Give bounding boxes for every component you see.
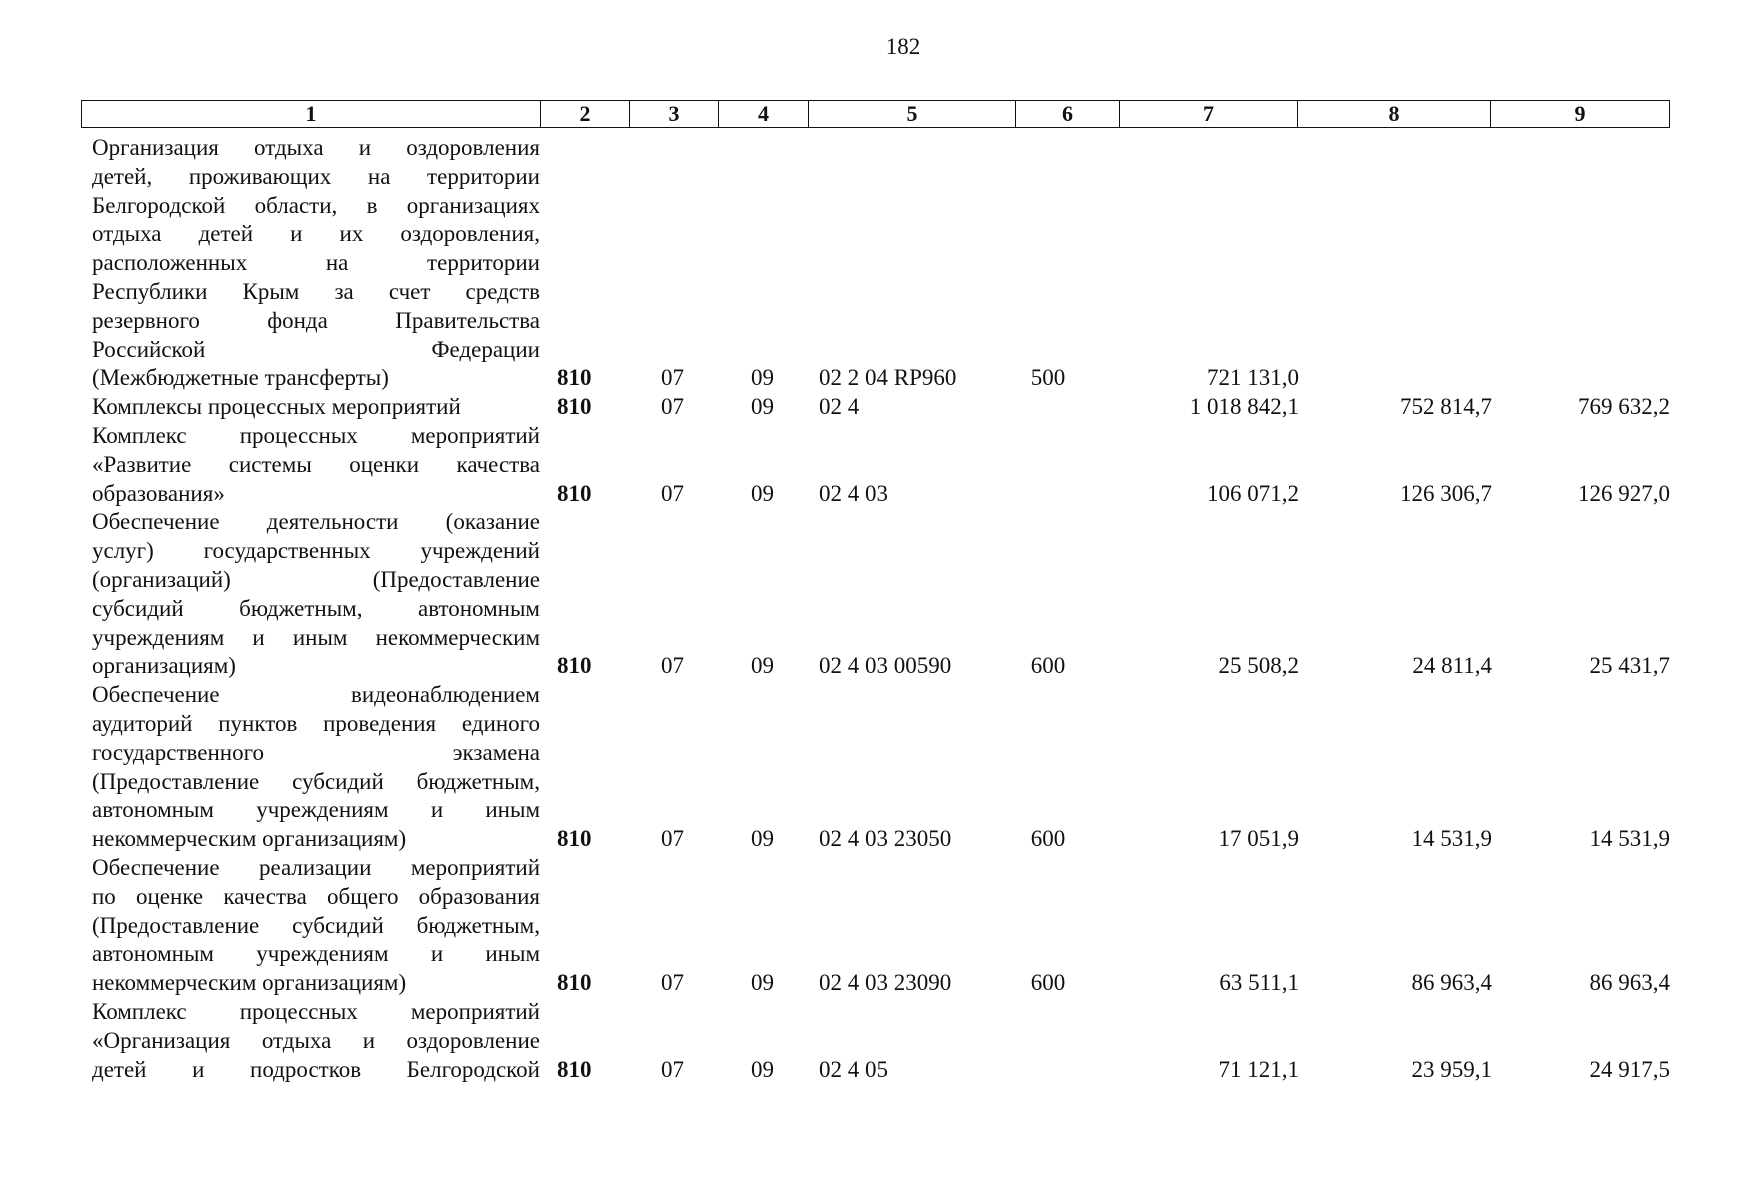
col-4-value: 09 (751, 480, 774, 506)
description-line: детей, проживающих на территории (92, 163, 540, 189)
col-4-value: 09 (751, 653, 774, 679)
col-6-text: 600 (1030, 826, 1066, 852)
col-7-value: 721 131,0 (1207, 365, 1299, 391)
table-row (81, 854, 1670, 998)
description-line: (Межбюджетные трансферты) (92, 365, 389, 391)
header-col-4: 4 (719, 101, 809, 127)
header-col-5: 5 (809, 101, 1016, 127)
description-line: Белгородской области, в организациях (92, 192, 540, 218)
col-2-value: 810 (557, 970, 592, 996)
description-line: некоммерческим организациям) (92, 826, 407, 852)
description-line: Комплекс процессных мероприятий (92, 998, 540, 1024)
description-line: аудиторий пунктов проведения единого (92, 710, 540, 736)
col-7-value: 25 508,2 (1218, 653, 1299, 679)
description-line: (Предоставление субсидий бюджетным, (92, 912, 540, 938)
description-line: Организация отдыха и оздоровления (92, 135, 540, 160)
col-7-value: 1 018 842,1 (1189, 394, 1299, 420)
col-4-value: 09 (751, 970, 774, 996)
header-col-3: 3 (630, 101, 719, 127)
description-line: Обеспечение видеонаблюдением (92, 682, 540, 708)
header-col-6: 6 (1016, 101, 1120, 127)
header-col-1: 1 (82, 101, 541, 127)
col-7-value: 71 121,1 (1218, 1056, 1299, 1082)
col-4-value: 09 (751, 394, 774, 420)
col-8-value: 14 531,9 (1411, 826, 1492, 852)
col-5-value: 02 4 05 (819, 1056, 888, 1082)
header-col-9: 9 (1574, 101, 1586, 126)
col-7-value: 63 511,1 (1219, 970, 1299, 996)
col-7-value: 17 051,9 (1218, 826, 1299, 852)
description-line: Комплекс процессных мероприятий (92, 422, 540, 448)
row-values (81, 393, 1670, 422)
col-8-value: 23 959,1 (1411, 1056, 1492, 1082)
col-3-value: 07 (661, 1056, 684, 1082)
description-line: «Развитие системы оценки качества (92, 451, 540, 477)
header-col-8: 8 (1298, 101, 1491, 127)
row-values (81, 1056, 1670, 1085)
table-body (81, 134, 1670, 1084)
col-2-value: 810 (557, 653, 592, 679)
description-line: субсидий бюджетным, автономным (92, 595, 540, 621)
description-line: учреждениям и иным некоммерческим (92, 624, 540, 650)
col-4-value: 09 (751, 1056, 774, 1082)
description-line: Комплексы процессных мероприятий (92, 394, 461, 420)
description-line: некоммерческим организациям) (92, 970, 407, 996)
col-5-value: 02 4 03 00590 (819, 653, 952, 679)
description-line: Обеспечение деятельности (оказание (92, 509, 540, 535)
col-5-value: 02 4 03 (819, 480, 888, 506)
col-2-value: 810 (557, 1056, 592, 1082)
row-values (81, 652, 1670, 681)
col-2-value: 810 (557, 394, 592, 420)
table-row (81, 998, 1670, 1084)
col-5-value: 02 4 03 23090 (819, 970, 952, 996)
col-3-value: 07 (661, 970, 684, 996)
description-line: Российской Федерации (92, 336, 540, 362)
col-7-value: 106 071,2 (1207, 480, 1299, 506)
col-5-value: 02 2 04 RP960 (819, 365, 957, 391)
description-line: организациям) (92, 653, 236, 679)
page-number: 182 (885, 34, 921, 59)
col-3-value: 07 (661, 394, 684, 420)
description-line: отдыха детей и их оздоровления, (92, 221, 540, 247)
description-line: автономным учреждениям и иным (92, 797, 540, 823)
row-description (92, 134, 540, 393)
col-8-value: 24 811,4 (1412, 653, 1492, 679)
col-9-value: 25 431,7 (1589, 653, 1670, 679)
table-row (81, 681, 1670, 854)
table-row (81, 393, 1670, 422)
description-line: образования» (92, 480, 225, 506)
col-5-value: 02 4 03 23050 (819, 826, 952, 852)
col-3-value: 07 (661, 826, 684, 852)
col-4-value: 09 (751, 826, 774, 852)
col-9-value: 769 632,2 (1578, 394, 1670, 420)
description-line: детей и подростков Белгородской (92, 1056, 540, 1082)
description-line: услуг) государственных учреждений (92, 538, 540, 564)
description-line: расположенных на территории (92, 250, 540, 276)
table-row (81, 422, 1670, 508)
description-line: (Предоставление субсидий бюджетным, (92, 768, 540, 794)
col-8-value: 752 814,7 (1400, 394, 1492, 420)
col-9-value: 86 963,4 (1589, 970, 1670, 996)
table-row (81, 134, 1670, 393)
description-line: государственного экзамена (92, 739, 540, 765)
col-4-value: 09 (751, 365, 774, 391)
col-3-value: 07 (661, 480, 684, 506)
col-9-value: 14 531,9 (1589, 826, 1670, 852)
col-6-text: 600 (1030, 970, 1066, 996)
row-values (81, 364, 1670, 393)
description-line: Обеспечение реализации мероприятий (92, 854, 540, 880)
table-row (81, 508, 1670, 681)
col-6-text: 500 (1030, 365, 1066, 391)
col-3-value: 07 (661, 653, 684, 679)
header-col-7: 7 (1120, 101, 1298, 127)
description-line: Республики Крым за счет средств (92, 278, 540, 304)
row-values (81, 969, 1670, 998)
row-values (81, 480, 1670, 509)
description-line: (организаций) (Предоставление (92, 566, 540, 592)
description-line: резервного фонда Правительства (92, 307, 540, 333)
col-6-text: 600 (1030, 653, 1066, 679)
description-line: по оценке качества общего образования (92, 883, 540, 909)
col-9-value: 24 917,5 (1589, 1056, 1670, 1082)
description-line: автономным учреждениям и иным (92, 941, 540, 967)
col-2-value: 810 (557, 365, 592, 391)
header-col-2: 2 (541, 101, 630, 127)
description-line: «Организация отдыха и оздоровление (92, 1027, 540, 1053)
col-3-value: 07 (661, 365, 684, 391)
col-8-value: 126 306,7 (1400, 480, 1492, 506)
col-5-value: 02 4 (819, 394, 860, 420)
col-8-value: 86 963,4 (1411, 970, 1492, 996)
col-2-value: 810 (557, 826, 592, 852)
col-2-value: 810 (557, 480, 592, 506)
table-header (81, 100, 1670, 128)
col-9-value: 126 927,0 (1578, 480, 1670, 506)
row-values (81, 825, 1670, 854)
